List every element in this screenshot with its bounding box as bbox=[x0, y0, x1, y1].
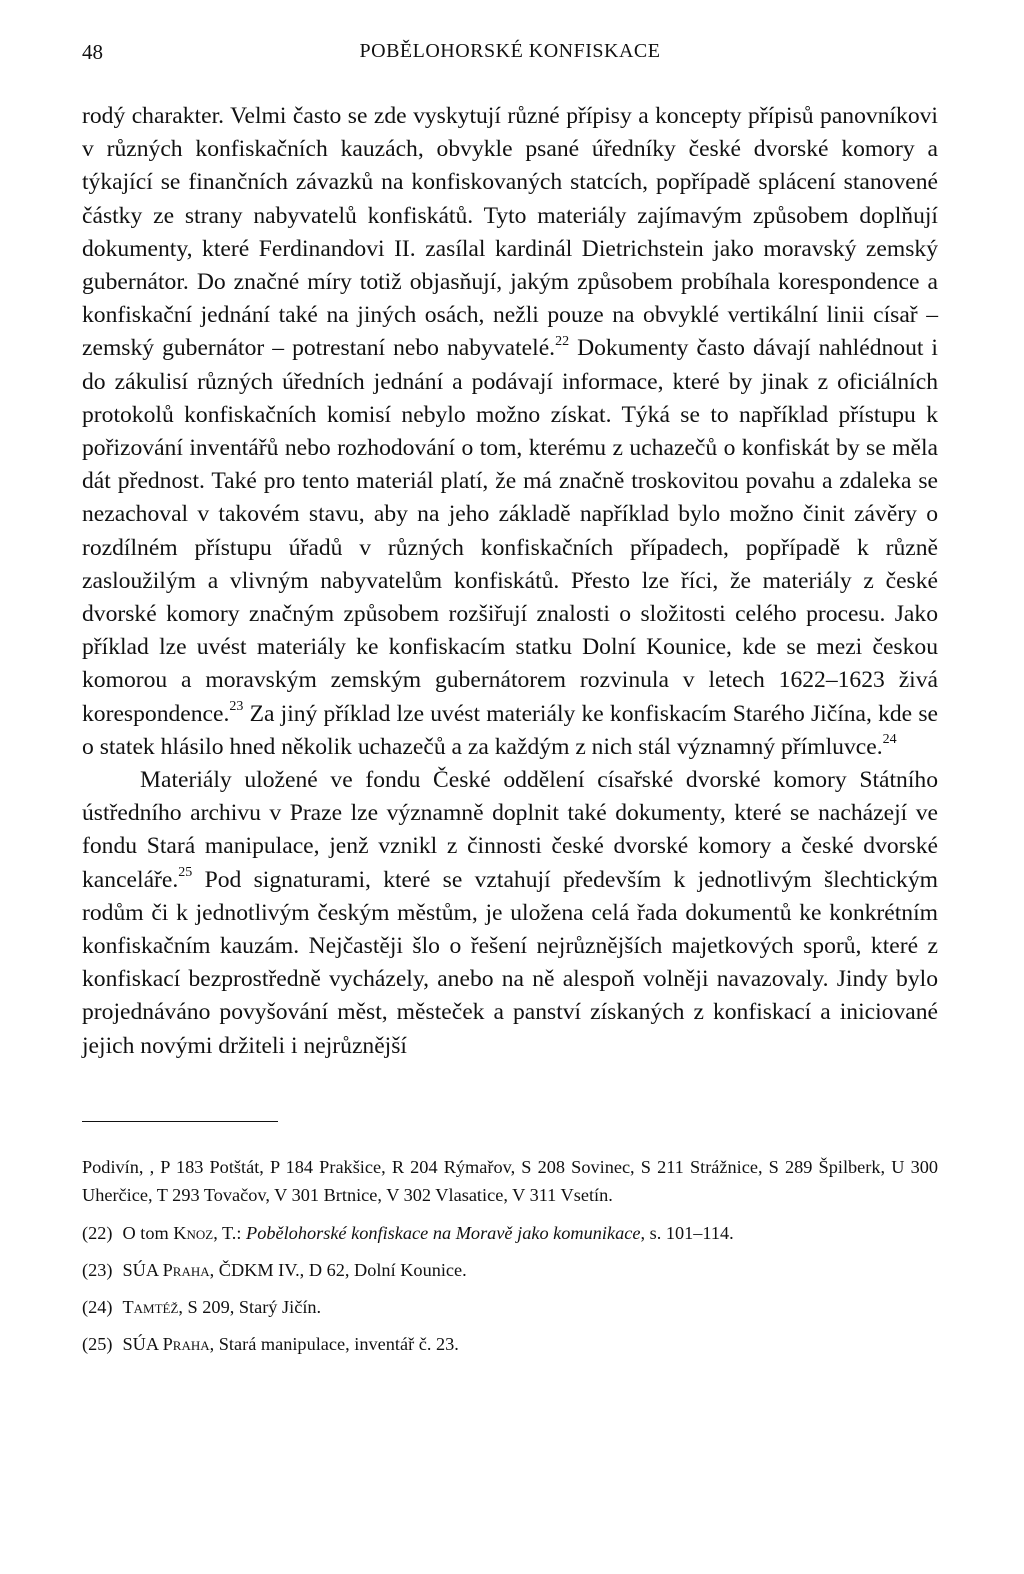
footnote-number: (23) bbox=[82, 1259, 113, 1280]
footnote-text bbox=[122, 1330, 458, 1358]
footnote-prefix: O tom bbox=[122, 1222, 174, 1243]
footnote-author-suffix: , T.: bbox=[213, 1222, 247, 1243]
page-header bbox=[82, 36, 938, 70]
footnote-text bbox=[122, 1293, 321, 1321]
paragraph-2 bbox=[82, 764, 938, 1063]
paragraph-1-part-3: Za jiný příklad lze uvést materiály ke konfiskacím Starého Jičína, kde se o statek hlásilo hned několik uchazečů a za každým z nich stál významný přímluvce. bbox=[82, 700, 938, 760]
footnote-suffix: , S 209, Starý Jičín. bbox=[178, 1296, 322, 1317]
footnote-title: Pobělohorské konfiskace na Moravě jako komunikace bbox=[246, 1222, 641, 1243]
footnotes bbox=[82, 1153, 938, 1358]
footnote-continuation: Podivín, , P 183 Potštát, P 184 Prakšice, R 204 Rýmařov, S 208 Sovinec, S 211 Strážnice, S 289 Špilberk, U 300 Uherčice, T 293 Tovačov, V 301 Brtnice, V 302 Vlasatice, V 311 Vsetín. bbox=[82, 1156, 938, 1205]
book-page bbox=[82, 36, 938, 1367]
footnote-archive: Tamtéž bbox=[122, 1296, 179, 1317]
footnote-text bbox=[122, 1219, 733, 1247]
footnote-archive: SÚA Praha bbox=[122, 1259, 210, 1280]
footnote-number: (24) bbox=[82, 1296, 113, 1317]
footnote-text bbox=[122, 1256, 466, 1284]
footnote-ref-24: 24 bbox=[882, 732, 897, 747]
footnote-22 bbox=[82, 1219, 938, 1247]
footnote-separator bbox=[82, 1121, 278, 1122]
footnote-ref-22: 22 bbox=[555, 333, 570, 349]
footnote-author: Knoz bbox=[173, 1222, 214, 1243]
footnote-24 bbox=[82, 1293, 938, 1321]
paragraph-1-part-2: Dokumenty často dávají nahlédnout i do zákulisí různých úředních jednání a podávají informace, které by jinak z oficiálních protokolů konfiskačních komisí nebylo možno získat. Týká se to například přístupu k pořizování inventářů nebo rozhodování o tom, kterému z uchazečů o konfiskát by se měla dát přednost. Také pro tento materiál platí, že má značně troskovitou povahu a zdaleka se nezachoval v takovém stavu, aby na jeho základě například bylo možno činit závěry o rozdílném přístupu úřadů v různých konfiskačních případech, popřípadě k různě zasloužilým a vlivným nabyvatelům konfiskátů. Přesto lze říci, že materiály z české dvorské komory značným způsobem rozšiřují znalosti o složitosti celého procesu. Jako příklad lze uvést materiály ke konfiskacím statku Dolní Kounice, kde se mezi českou komorou a moravským zemským gubernátorem rozvinula v letech 1622–1623 živá korespondence. bbox=[82, 335, 938, 727]
running-title: POBĚLOHORSKÉ KONFISKACE bbox=[359, 40, 661, 62]
paragraph-1-part-1: rodý charakter. Velmi často se zde vyskytují různé přípisy a koncepty přípisů panovníkovi v různých konfiskačních kauzách, obvykle psané úředníky české dvorské komory a týkající se finančních závazků na konfiskovaných statcích, popřípadě splácení stanovené částky ze strany nabyvatelů konfiskátů. Tyto materiály zajímavým způsobem doplňují dokumenty, které Ferdinandovi II. zasílal kardinál Dietrichstein jako moravský zemský gubernátor. Do značné míry totiž objasňují, jakým způsobem probíhala korespondence a konfiskační jednání také na jiných osách, nežli pouze na obvyklé vertikální linii císař – zemský gubernátor – potrestaní nebo nabyvatelé. bbox=[82, 103, 938, 362]
footnote-25 bbox=[82, 1330, 938, 1358]
footnote-suffix: , ČDKM IV., D 62, Dolní Kounice. bbox=[209, 1259, 467, 1280]
paragraph-1 bbox=[82, 100, 938, 764]
footnote-number: (22) bbox=[82, 1222, 113, 1243]
footnote-number: (25) bbox=[82, 1333, 113, 1354]
footnote-23 bbox=[82, 1256, 938, 1284]
footnote-suffix: , Stará manipulace, inventář č. 23. bbox=[209, 1333, 459, 1354]
paragraph-2-part-2: Pod signaturami, které se vztahují především k jednotlivým šlechtickým rodům či k jednotlivým českým městům, je uložena celá řada dokumentů ke konkrétním konfiskačním kauzám. Nejčastěji šlo o řešení nejrůznějších majetkových sporů, které z konfiskací bezprostředně vycházely, anebo na ně alespoň volněji navazovaly. Jindy bylo projednáváno povyšování měst, městeček a panství získaných z konfiskací a iniciované jejich novými držiteli i nejrůznější bbox=[82, 866, 938, 1059]
page-number: 48 bbox=[82, 40, 103, 64]
paragraph-2-part-1: Materiály uložené ve fondu České oddělení císařské dvorské komory Státního ústředního archivu v Praze lze významně doplnit také dokumenty, které se nacházejí ve fondu Stará manipulace, jenž vznikl z činnosti české dvorské komory a české dvorské kanceláře. bbox=[82, 767, 938, 893]
main-text bbox=[82, 100, 938, 1063]
footnote-archive: SÚA Praha bbox=[122, 1333, 210, 1354]
footnote-ref-25: 25 bbox=[178, 864, 193, 880]
footnote-suffix: , s. 101–114. bbox=[640, 1222, 734, 1243]
footnote-ref-23: 23 bbox=[229, 698, 244, 714]
